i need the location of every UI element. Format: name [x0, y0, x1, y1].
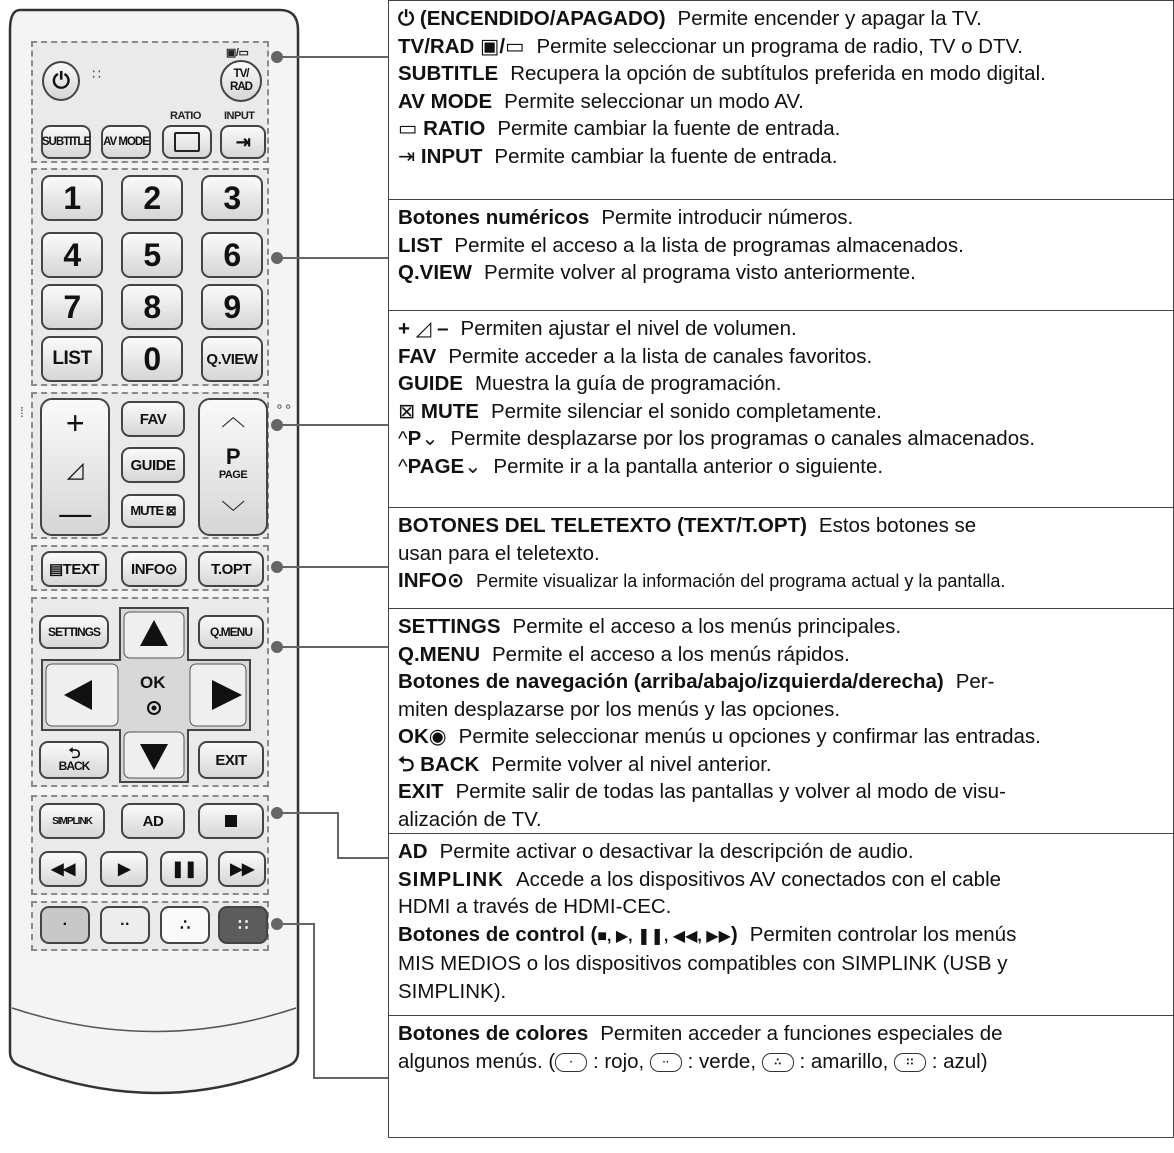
- rewind-button[interactable]: [39, 851, 87, 887]
- volume-down-icon: —: [59, 495, 91, 531]
- mute-icon: ⊠: [398, 399, 416, 423]
- simplink-button[interactable]: SIMPLINK: [39, 803, 105, 839]
- number-button-5[interactable]: 5: [121, 232, 183, 278]
- avmode-button[interactable]: AV MODE: [101, 125, 151, 159]
- ratio-caption: RATIO: [170, 110, 201, 122]
- one-dot-icon: ·: [62, 916, 68, 933]
- back-icon: ⮌: [398, 752, 415, 776]
- rewind-icon: ◀◀: [51, 861, 75, 878]
- desc-control-text1: Permiten controlar los menús: [749, 922, 1017, 946]
- play-icon: ▶: [118, 861, 130, 878]
- desc-page-text: Permite ir a la pantalla anterior o siguiente.: [493, 454, 884, 478]
- desc-teletext-key: BOTONES DEL TELETEXTO (TEXT/T.OPT): [398, 514, 807, 537]
- ratio-button[interactable]: [162, 125, 212, 159]
- red-button[interactable]: [40, 906, 90, 944]
- desc-ratio-key: RATIO: [423, 117, 486, 140]
- chevron-down-icon: ⌄: [421, 427, 439, 450]
- desc-simplink-text2: HDMI a través de HDMI-CEC.: [398, 895, 672, 918]
- desc-back-text: Permite volver al nivel anterior.: [491, 752, 772, 776]
- chevron-down-icon: ⌄: [464, 454, 482, 478]
- green-dots-icon: ··: [650, 1053, 682, 1072]
- control-symbols: ■, ▶, ❚❚, ◀◀, ▶▶: [597, 927, 731, 945]
- desc-ok-text: Permite seleccionar menús u opciones y confirmar las entradas.: [458, 725, 1041, 748]
- qview-button[interactable]: Q.VIEW: [201, 336, 263, 382]
- volume-icon: ◿: [66, 457, 84, 482]
- desc-fav-key: FAV: [398, 344, 437, 368]
- mute-button[interactable]: MUTE ⊠: [121, 494, 185, 528]
- desc-input-key: INPUT: [420, 144, 483, 168]
- pause-button[interactable]: [160, 851, 208, 887]
- text-button[interactable]: ▤TEXT: [41, 551, 107, 587]
- braille-dots-icon: ∷: [92, 66, 101, 82]
- desc-info-key: INFO: [398, 569, 447, 592]
- desc-exit-text1: Permite salir de todas las pantallas y volver al modo de visu-: [455, 780, 1006, 803]
- desc-control-text3: SIMPLINK).: [398, 979, 507, 1003]
- power-icon: ⏻: [52, 68, 70, 93]
- desc-tvrad-text: Permite seleccionar un programa de radio, TV o DTV.: [536, 34, 1023, 58]
- desc-ad-text: Permite activar o desactivar la descripción de audio.: [439, 840, 914, 863]
- subtitle-button[interactable]: SUBTITLE: [41, 125, 91, 159]
- channel-down-icon: ﹀: [221, 500, 245, 527]
- desc-guide-text: Muestra la guía de programación.: [474, 372, 782, 395]
- desc-ratio-text: Permite cambiar la fuente de entrada.: [497, 117, 841, 140]
- blue-button[interactable]: [218, 906, 268, 944]
- desc-playback-section: [388, 833, 1174, 1016]
- desc-guide-key: GUIDE: [398, 372, 463, 395]
- info-button[interactable]: INFO⊙: [121, 551, 187, 587]
- number-button-0[interactable]: 0: [121, 336, 183, 382]
- number-button-8[interactable]: 8: [121, 284, 183, 330]
- number-button-2[interactable]: 2: [121, 175, 183, 221]
- desc-volume-section: [388, 310, 1174, 508]
- input-icon: ⇥: [235, 131, 251, 152]
- tvrad-icon: ▣/▭: [226, 47, 249, 59]
- desc-p-key: P: [407, 427, 422, 450]
- yellow-dots-icon: ∴: [762, 1053, 794, 1072]
- desc-subtitle-key: SUBTITLE: [398, 62, 499, 85]
- desc-teletext-text1: Estos botones se: [818, 514, 977, 537]
- desc-colors-text1: Permiten acceder a funciones especiales de: [600, 1022, 1003, 1045]
- desc-volume-text: Permiten ajustar el nivel de volumen.: [460, 317, 797, 340]
- number-button-1[interactable]: 1: [41, 175, 103, 221]
- list-button[interactable]: LIST: [41, 336, 103, 382]
- settings-button[interactable]: SETTINGS: [39, 615, 109, 649]
- desc-simplink-key: SIMPLINK: [398, 867, 504, 891]
- number-button-9[interactable]: 9: [201, 284, 263, 330]
- desc-list-key: LIST: [398, 233, 443, 257]
- desc-colors-section: [388, 1015, 1174, 1138]
- back-arrow-icon: ⮌: [68, 745, 80, 762]
- desc-settings-key: SETTINGS: [398, 615, 501, 638]
- desc-power-key: ⏻ (ENCENDIDO/APAGADO): [398, 7, 666, 30]
- play-button[interactable]: [100, 851, 148, 887]
- remote-control-illustration: [0, 0, 310, 1153]
- stop-icon: [225, 815, 237, 827]
- qmenu-button[interactable]: Q.MENU: [198, 615, 264, 649]
- desc-nav-key: Botones de navegación (arriba/abajo/izquierda/derecha): [398, 670, 944, 693]
- ad-button[interactable]: AD: [121, 803, 185, 839]
- desc-teletext-section: [388, 507, 1174, 609]
- left-braille-dots-icon: ⁞: [20, 404, 24, 420]
- desc-control-key-end: ): [730, 922, 738, 946]
- desc-power-text: Permite encender y apagar la TV.: [677, 7, 982, 30]
- desc-colors-blue: : azul): [931, 1049, 988, 1073]
- desc-numeric-text: Permite introducir números.: [601, 206, 854, 229]
- desc-colors-green: : verde,: [687, 1049, 757, 1073]
- volume-up-icon: +: [65, 405, 85, 441]
- number-button-3[interactable]: 3: [201, 175, 263, 221]
- exit-button[interactable]: EXIT: [198, 741, 264, 779]
- channel-up-icon: ︿: [221, 404, 245, 431]
- desc-qview-key: Q.VIEW: [398, 261, 473, 284]
- red-dot-icon: ·: [555, 1053, 587, 1072]
- guide-button[interactable]: GUIDE: [121, 447, 185, 483]
- desc-exit-text2: alización de TV.: [398, 807, 542, 831]
- info-icon: ⊙: [446, 569, 465, 592]
- yellow-button[interactable]: [160, 906, 210, 944]
- desc-tvrad-key: TV/RAD: [398, 34, 475, 58]
- desc-power-section: [388, 0, 1174, 200]
- desc-input-text: Permite cambiar la fuente de entrada.: [494, 144, 838, 168]
- desc-control-text2: MIS MEDIOS o los dispositivos compatibles con SIMPLINK (USB y: [398, 952, 1008, 975]
- ok-icon: ◉: [428, 725, 447, 748]
- chevron-up-icon: ^: [398, 427, 408, 450]
- desc-numeric-section: [388, 199, 1174, 311]
- desc-back-key: BACK: [420, 752, 480, 776]
- desc-simplink-text1: Accede a los dispositivos AV conectados con el cable: [515, 867, 1002, 891]
- desc-colors-text2: algunos menús. (: [398, 1049, 556, 1073]
- blue-dots-icon: ∷: [894, 1053, 926, 1072]
- desc-exit-key: EXIT: [398, 780, 444, 803]
- desc-nav-text1: Per-: [955, 670, 995, 693]
- desc-colors-key: Botones de colores: [398, 1022, 589, 1045]
- fast-forward-button[interactable]: [218, 851, 266, 887]
- desc-nav-text2: miten desplazarse por los menús y las opciones.: [398, 697, 841, 721]
- desc-mute-key: MUTE: [420, 399, 479, 423]
- program-label: P PAGE: [218, 444, 248, 481]
- green-button[interactable]: [100, 906, 150, 944]
- description-panel: [388, 0, 1174, 1153]
- tvrad-button[interactable]: TV/ RAD: [220, 60, 262, 102]
- number-button-4[interactable]: 4: [41, 232, 103, 278]
- desc-volume-key: + ◿ –: [398, 317, 449, 340]
- fav-button[interactable]: FAV: [121, 401, 185, 437]
- stop-button[interactable]: [198, 803, 264, 839]
- topt-button[interactable]: T.OPT: [198, 551, 264, 587]
- desc-subtitle-text: Recupera la opción de subtítulos preferida en modo digital.: [510, 62, 1046, 85]
- input-caption: INPUT: [224, 110, 255, 122]
- power-button[interactable]: [42, 61, 80, 101]
- desc-avmode-text: Permite seleccionar un modo AV.: [504, 89, 804, 113]
- number-button-7[interactable]: 7: [41, 284, 103, 330]
- desc-colors-red: : rojo,: [592, 1049, 645, 1073]
- three-dots-icon: ∴: [180, 917, 190, 934]
- input-button[interactable]: [220, 125, 266, 159]
- desc-ad-key: AD: [398, 840, 428, 863]
- volume-rocker[interactable]: [40, 398, 110, 536]
- ratio-icon: [174, 132, 200, 152]
- desc-p-text: Permite desplazarse por los programas o canales almacenados.: [450, 427, 1036, 450]
- input-icon: ⇥: [398, 144, 416, 168]
- four-dots-icon: ∷: [238, 917, 248, 934]
- tvrad-icon: ▣/▭: [480, 34, 525, 58]
- desc-page-key: PAGE: [407, 454, 465, 478]
- desc-colors-yellow: : amarillo,: [799, 1049, 889, 1073]
- desc-control-key: Botones de control (: [398, 922, 598, 946]
- desc-qview-text: Permite volver al programa visto anteriormente.: [484, 261, 916, 284]
- desc-numeric-key: Botones numéricos: [398, 206, 590, 229]
- fast-forward-icon: ▶▶: [230, 861, 254, 878]
- pause-icon: ❚❚: [171, 861, 197, 878]
- ratio-icon: ▭: [398, 117, 418, 140]
- chevron-up-icon: ^: [398, 454, 408, 478]
- desc-info-text: Permite visualizar la información del programa actual y la pantalla.: [476, 571, 1006, 591]
- right-braille-dots-icon: ∘∘: [275, 398, 293, 414]
- number-button-6[interactable]: 6: [201, 232, 263, 278]
- desc-settings-text: Permite el acceso a los menús principales.: [512, 615, 902, 638]
- two-dots-icon: ··: [120, 916, 130, 933]
- desc-qmenu-key: Q.MENU: [398, 642, 480, 666]
- desc-fav-text: Permite acceder a la lista de canales favoritos.: [448, 344, 873, 368]
- desc-avmode-key: AV MODE: [398, 89, 493, 113]
- program-page-rocker[interactable]: [198, 398, 268, 536]
- desc-ok-key: OK: [398, 725, 429, 748]
- desc-teletext-text2: usan para el teletexto.: [398, 541, 600, 565]
- desc-mute-text: Permite silenciar el sonido completamente.: [490, 399, 882, 423]
- desc-qmenu-text: Permite el acceso a los menús rápidos.: [492, 642, 850, 666]
- desc-navigation-section: [388, 608, 1174, 834]
- back-button[interactable]: ⮌ BACK: [39, 741, 109, 779]
- ok-label[interactable]: OK: [140, 673, 166, 692]
- desc-list-text: Permite el acceso a la lista de programas almacenados.: [454, 233, 964, 257]
